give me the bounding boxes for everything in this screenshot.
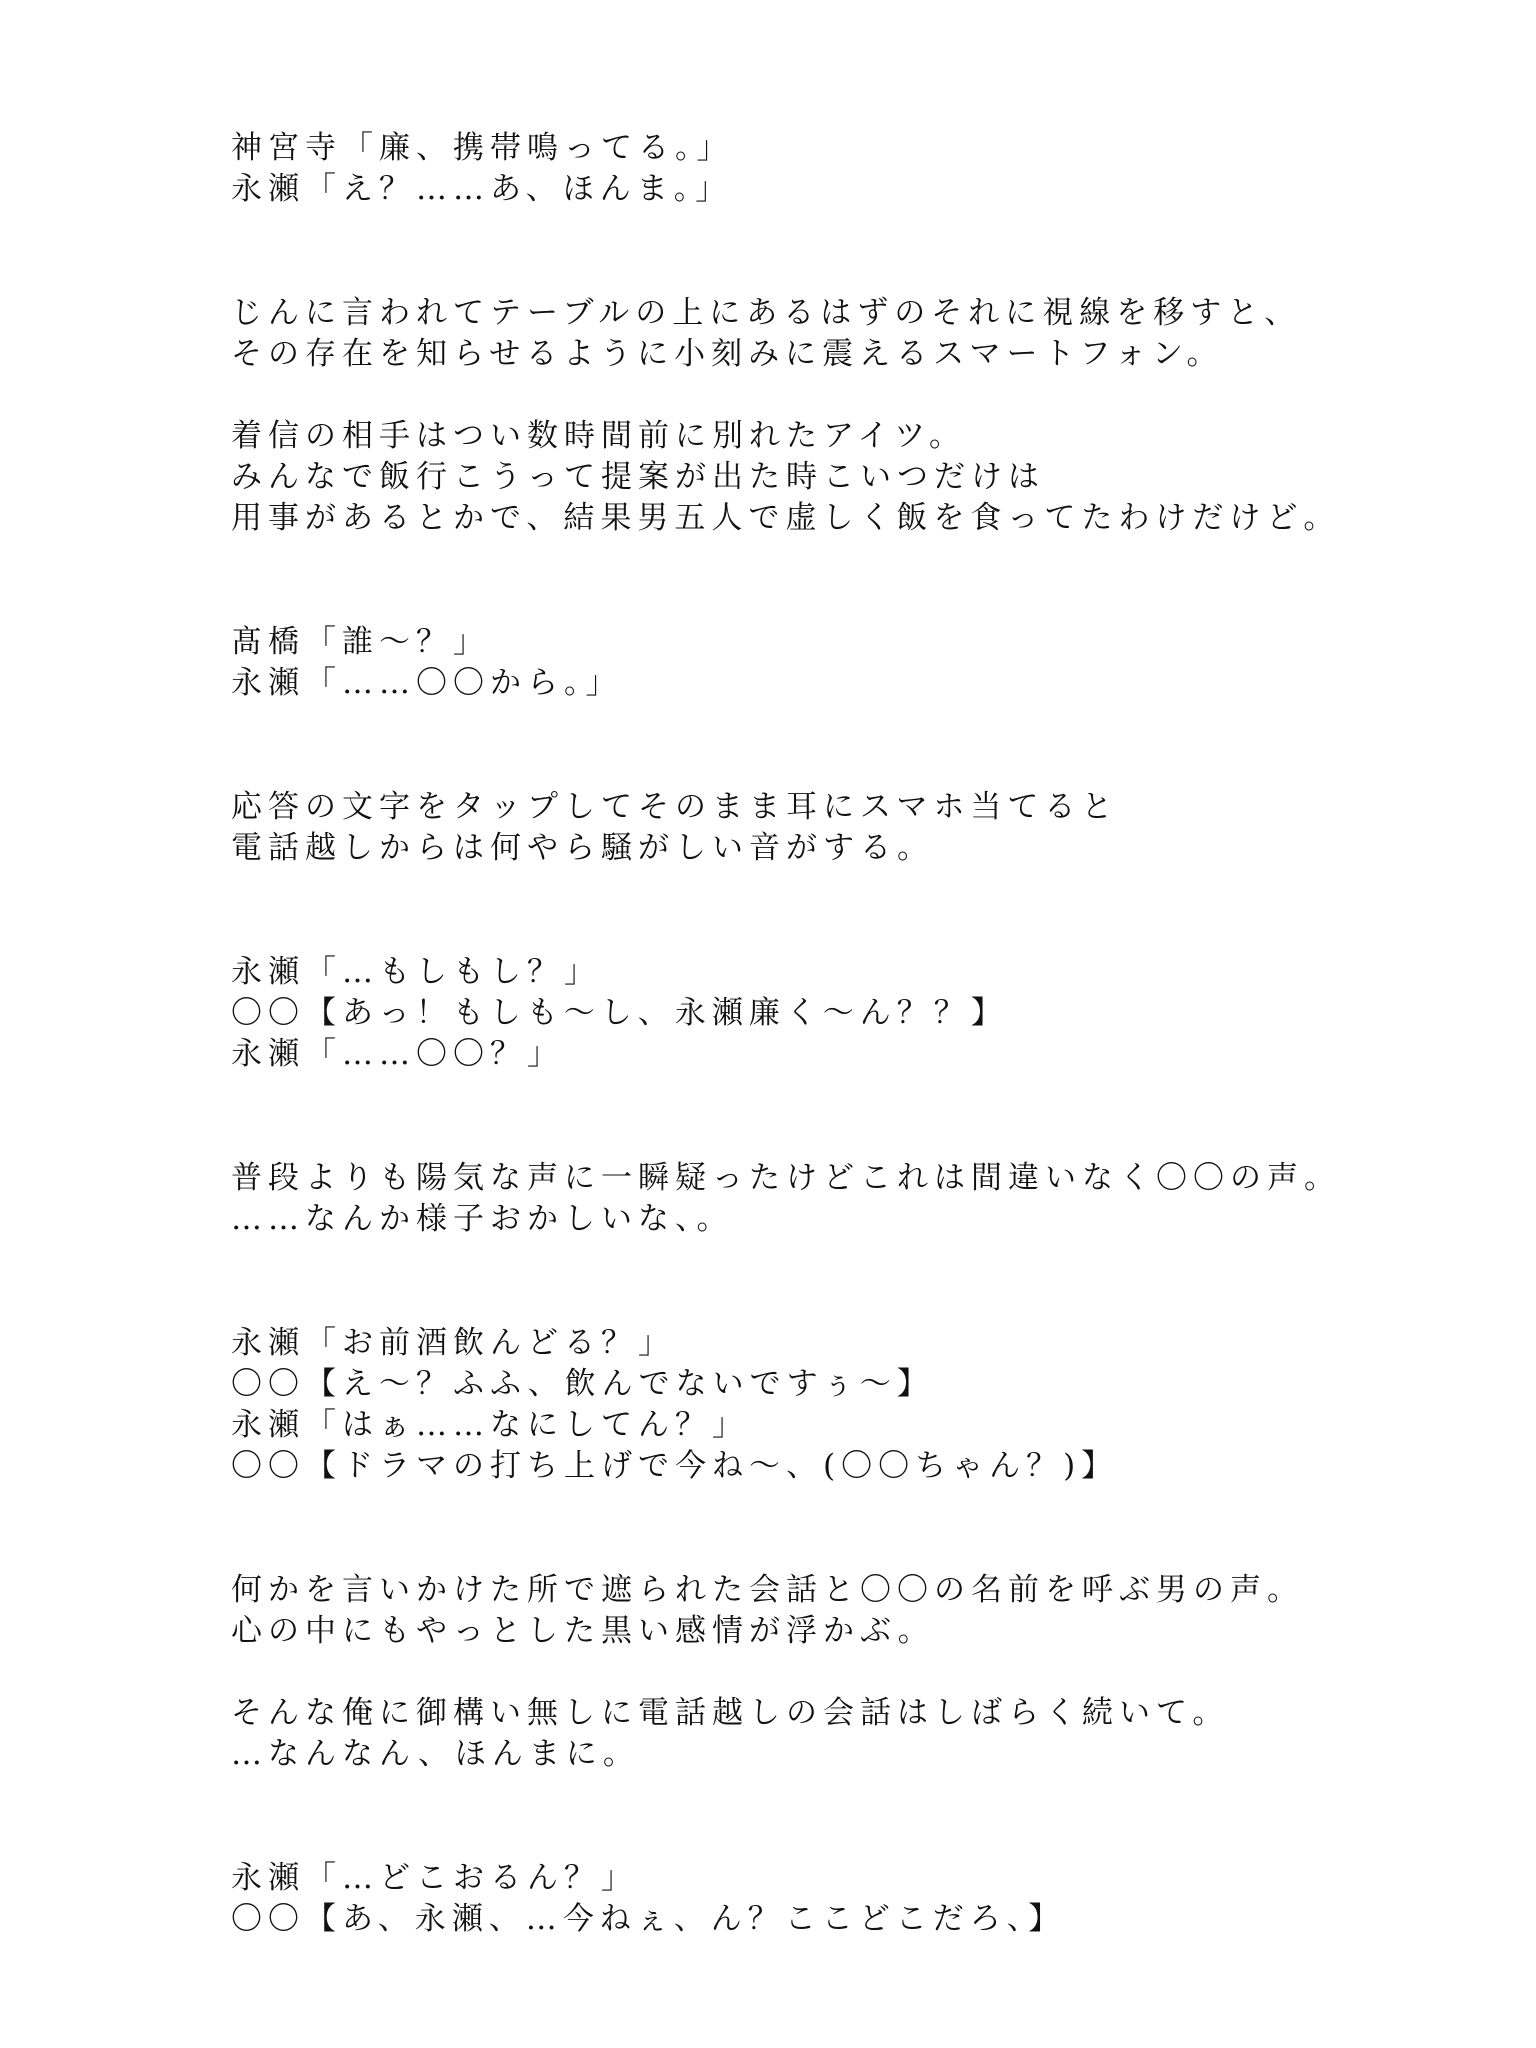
narration-line: じんに言われてテーブルの上にあるはずのそれに視線を移すと、 xyxy=(231,295,1302,331)
narration-line: 心の中にもやっとした黒い感情が浮かぶ。 xyxy=(231,1613,935,1649)
dialogue-line: 永瀬「はぁ……なにしてん？」 xyxy=(231,1407,749,1443)
dialogue-line: 〇〇【あっ！もしも〜し、永瀬廉く〜ん？？】 xyxy=(231,995,1008,1031)
dialogue-line: 神宮寺「廉、携帯鳴ってる。」 xyxy=(231,130,734,166)
dialogue-line: 〇〇【ドラマの打ち上げで今ね〜、(〇〇ちゃん？)】 xyxy=(231,1448,1119,1484)
dialogue-line: 永瀬「…もしもし？」 xyxy=(231,954,601,990)
dialogue-line: 永瀬「……〇〇から。」 xyxy=(231,665,623,701)
dialogue-line: 永瀬「え？……あ、ほんま。」 xyxy=(231,171,733,207)
dialogue-line: 髙橋「誰〜？」 xyxy=(231,624,490,660)
story-text xyxy=(231,128,1431,1940)
narration-line: 着信の相手はつい数時間前に別れたアイツ。 xyxy=(231,418,967,454)
narration-line: 普段よりも陽気な声に一瞬疑ったけどこれは間違いなく〇〇の声。 xyxy=(231,1160,1341,1196)
dialogue-line: 〇〇【あ、永瀬、…今ねぇ、ん？ここどこだろ、】 xyxy=(231,1901,1066,1937)
narration-line: 応答の文字をタップしてそのまま耳にスマホ当てると xyxy=(231,789,1119,825)
dialogue-line: 永瀬「お前酒飲んどる？」 xyxy=(231,1325,675,1361)
narration-line: そんな俺に御構い無しに電話越しの会話はしばらく続いて。 xyxy=(231,1695,1230,1731)
dialogue-line: 永瀬「……〇〇？」 xyxy=(231,1036,564,1072)
dialogue-line: 永瀬「…どこおるん？」 xyxy=(231,1860,638,1896)
narration-line: その存在を知らせるように小刻みに震えるスマートフォン。 xyxy=(231,336,1224,372)
narration-line: 電話越しからは何やら騒がしい音がする。 xyxy=(231,830,934,866)
narration-line: ……なんか様子おかしいな、。 xyxy=(231,1201,734,1237)
narration-line: 何かを言いかけた所で遮られた会話と〇〇の名前を呼ぶ男の声。 xyxy=(231,1572,1304,1608)
narration-line: みんなで飯行こうって提案が出た時こいつだけは xyxy=(231,459,1045,495)
narration-line: 用事があるとかで、結果男五人で虚しく飯を食ってたわけだけど。 xyxy=(231,500,1341,536)
dialogue-line: 〇〇【え〜？ふふ、飲んでないですぅ〜】 xyxy=(231,1366,934,1402)
narration-line: …なんなん、ほんまに。 xyxy=(231,1736,640,1772)
